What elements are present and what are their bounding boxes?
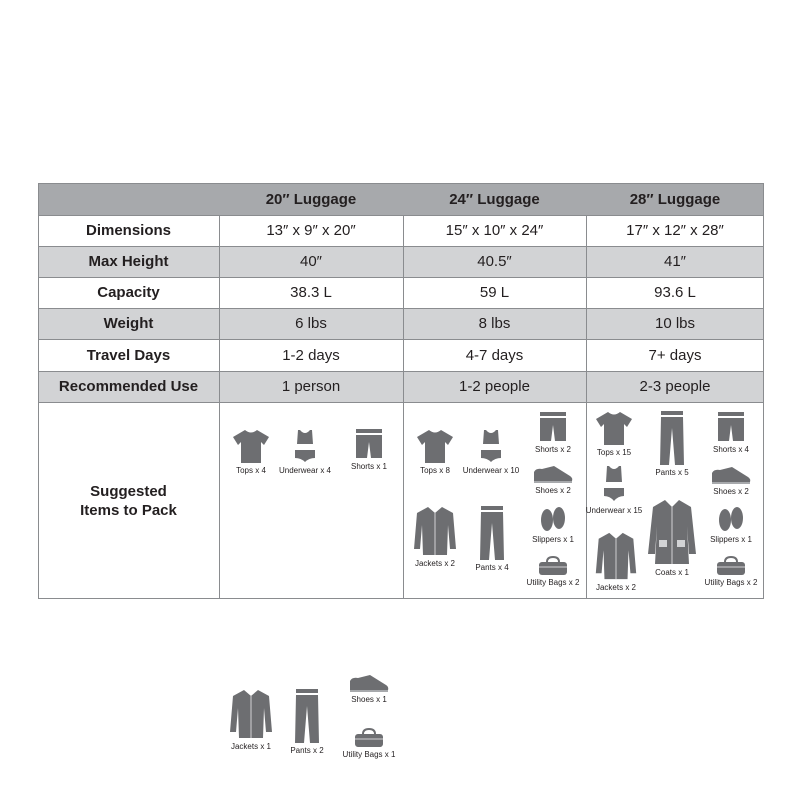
pack-item-label: Pants x 4 — [475, 563, 509, 572]
header-20-luggage: 20″ Luggage — [265, 190, 357, 208]
utility-bag-icon — [537, 556, 569, 576]
pack-item — [334, 728, 404, 759]
pack-item — [696, 411, 766, 454]
pack-item-label: Jackets x 2 — [414, 559, 455, 568]
luggage-comparison-table — [38, 183, 764, 759]
pants-icon — [657, 410, 687, 466]
suggested-items-label-line2: Items to Pack — [80, 501, 177, 519]
pack-item-label: Jackets x 2 — [595, 583, 636, 592]
shoe-icon — [532, 464, 574, 484]
pack-item — [518, 411, 588, 454]
pack-item-label: Pants x 5 — [655, 468, 689, 477]
row-value: 1 person — [281, 378, 341, 395]
suggested-items-label — [38, 402, 219, 599]
header-24-luggage: 24″ Luggage — [449, 190, 540, 208]
slippers-icon — [538, 505, 568, 533]
pants-icon — [477, 505, 507, 561]
shorts-icon — [352, 428, 386, 460]
row-value: 1-2 days — [282, 346, 340, 364]
pack-item-label: Tops x 8 — [420, 466, 450, 475]
jacket-icon — [594, 531, 638, 581]
row-label: Dimensions — [85, 222, 172, 239]
pack-item-label: Utility Bags x 2 — [704, 578, 758, 587]
row-value: 2-3 people — [639, 378, 711, 395]
top-icon — [594, 410, 634, 446]
pack-item — [334, 428, 404, 471]
underwear-icon — [594, 464, 634, 504]
pack-item — [696, 556, 766, 587]
pack-item — [457, 505, 527, 572]
pack-item — [270, 428, 340, 475]
utility-bag-icon — [715, 556, 747, 576]
shoe-icon — [710, 465, 752, 485]
row-value: 4-7 days — [465, 346, 524, 364]
row-label: Capacity — [97, 284, 160, 301]
row-value: 17″ x 12″ x 28″ — [626, 222, 724, 239]
pack-item-label: Underwear x 15 — [585, 506, 643, 515]
pack-item-label: Utility Bags x 2 — [526, 578, 580, 587]
pack-item-label: Shoes x 1 — [351, 695, 387, 704]
row-value: 38.3 L — [290, 284, 332, 301]
pack-item — [456, 428, 526, 475]
row-label: Weight — [103, 315, 154, 332]
suggested-items-label-line1: Suggested — [90, 482, 167, 500]
top-icon — [415, 428, 455, 464]
row-value: 41″ — [664, 253, 686, 270]
pack-item-label: Shorts x 2 — [534, 445, 571, 454]
row-value: 59 L — [479, 284, 510, 301]
row-label: Recommended Use — [58, 378, 199, 395]
pack-item-label: Tops x 15 — [596, 448, 632, 457]
row-value: 13″ x 9″ x 20″ — [266, 222, 356, 239]
shorts-icon — [536, 411, 570, 443]
pack-item — [696, 465, 766, 496]
shoe-icon — [348, 673, 390, 693]
pack-item — [696, 505, 766, 544]
pack-item — [272, 688, 342, 755]
pack-item — [334, 673, 404, 704]
pack-item-label: Slippers x 1 — [710, 535, 752, 544]
pack-item-label: Pants x 2 — [290, 746, 324, 755]
row-value: 40.5″ — [477, 253, 512, 270]
row-value: 7+ days — [648, 346, 702, 364]
pack-item-label: Shoes x 2 — [535, 486, 571, 495]
pack-item-label: Tops x 4 — [236, 466, 266, 475]
pack-item — [518, 505, 588, 544]
coat-icon — [647, 498, 697, 566]
pack-item-label: Coats x 1 — [655, 568, 689, 577]
pack-item — [581, 531, 651, 592]
pack-item-label: Shorts x 4 — [712, 445, 749, 454]
pack-item-label: Underwear x 10 — [462, 466, 520, 475]
pack-item — [518, 556, 588, 587]
jacket-icon — [413, 505, 457, 557]
top-icon — [231, 428, 271, 464]
pack-item-label: Utility Bags x 1 — [342, 750, 396, 759]
pack-item — [518, 464, 588, 495]
row-value: 40″ — [300, 253, 322, 270]
pack-item-label: Shorts x 1 — [350, 462, 387, 471]
shorts-icon — [714, 411, 748, 443]
slippers-icon — [716, 505, 746, 533]
pants-icon — [292, 688, 322, 744]
row-value: 10 lbs — [654, 315, 696, 332]
row-value: 15″ x 10″ x 24″ — [445, 222, 544, 239]
pack-item-label: Shoes x 2 — [713, 487, 749, 496]
row-label: Travel Days — [86, 346, 171, 364]
row-value: 1-2 people — [459, 378, 530, 395]
header-28-luggage: 28″ Luggage — [629, 190, 721, 208]
underwear-icon — [285, 428, 325, 464]
underwear-icon — [471, 428, 511, 464]
pack-item-label: Underwear x 4 — [278, 466, 332, 475]
row-value: 8 lbs — [478, 315, 511, 332]
row-value: 93.6 L — [654, 284, 696, 301]
row-label: Max Height — [88, 253, 169, 270]
jacket-icon — [229, 688, 273, 740]
pack-item-label: Slippers x 1 — [532, 535, 574, 544]
utility-bag-icon — [353, 728, 385, 748]
row-value: 6 lbs — [295, 315, 327, 332]
pack-item-label: Jackets x 1 — [230, 742, 271, 751]
